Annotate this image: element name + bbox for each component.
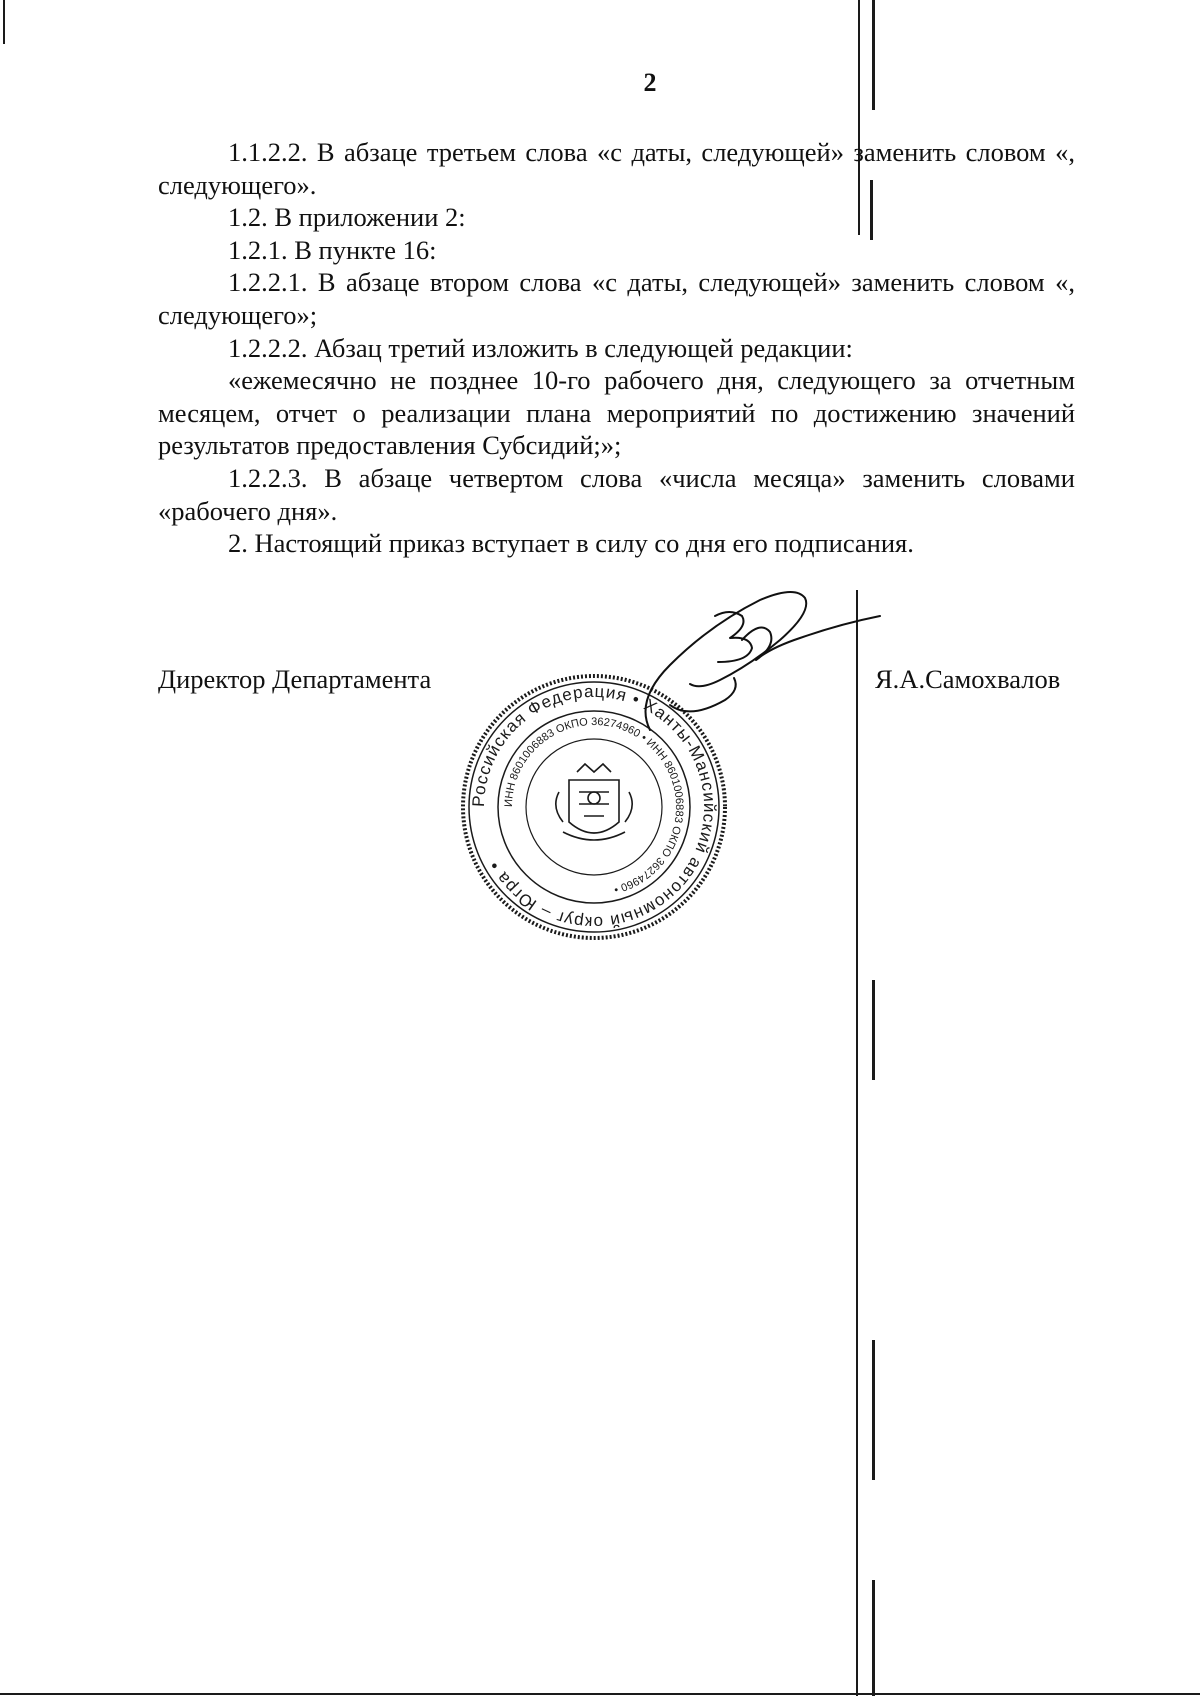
page-number: 2 <box>643 68 657 97</box>
signatory-title: Директор Департамента <box>158 664 432 694</box>
paragraph: 1.2.2.2. Абзац третий изложить в следующей редакции: <box>228 332 853 363</box>
paragraph: 1.1.2.2. В абзаце третьем слова «с даты, следующей» заменить словом «, следующего». <box>158 137 1075 200</box>
scan-border-line <box>872 1580 875 1696</box>
paragraph: 1.2. В приложении 2: <box>228 202 466 233</box>
signatory-name: Я.А.Самохвалов <box>875 664 1061 694</box>
scan-border-line <box>872 1340 875 1480</box>
seal-inner-text: ИНН 8601006883 ОКПО 36274960 • ИНН 8601006883 ОКПО 36274960 • <box>502 715 686 896</box>
paragraph: 1.2.1. В пункте 16: <box>228 234 437 265</box>
paragraph: 2. Настоящий приказ вступает в силу со дня его подписания. <box>228 528 914 559</box>
scan-border-line <box>0 1693 1200 1695</box>
paragraph: 1.2.2.3. В абзаце четвертом слова «числа месяца» заменить словами «рабочего дня». <box>158 462 1075 526</box>
handwritten-signature <box>630 580 890 740</box>
svg-text:ИНН 8601006883 ОКПО 36274960 • <box>503 716 685 896</box>
seal-outer-text: Российская Федерация • Ханты-Мансийский автономный округ – Югра • <box>468 681 720 933</box>
coat-of-arms-emblem <box>556 764 632 840</box>
paragraph: 1.2.2.1. В абзаце втором слова «с даты, следующей» заменить словом «, следующего»; <box>158 267 1075 330</box>
paragraph: «ежемесячно не позднее 10-го рабочего дня, следующего за отчетным месяцем, отчет о реализации плана мероприятий по достижению значений результатов предоставления Субсидий;»; <box>158 365 1075 461</box>
